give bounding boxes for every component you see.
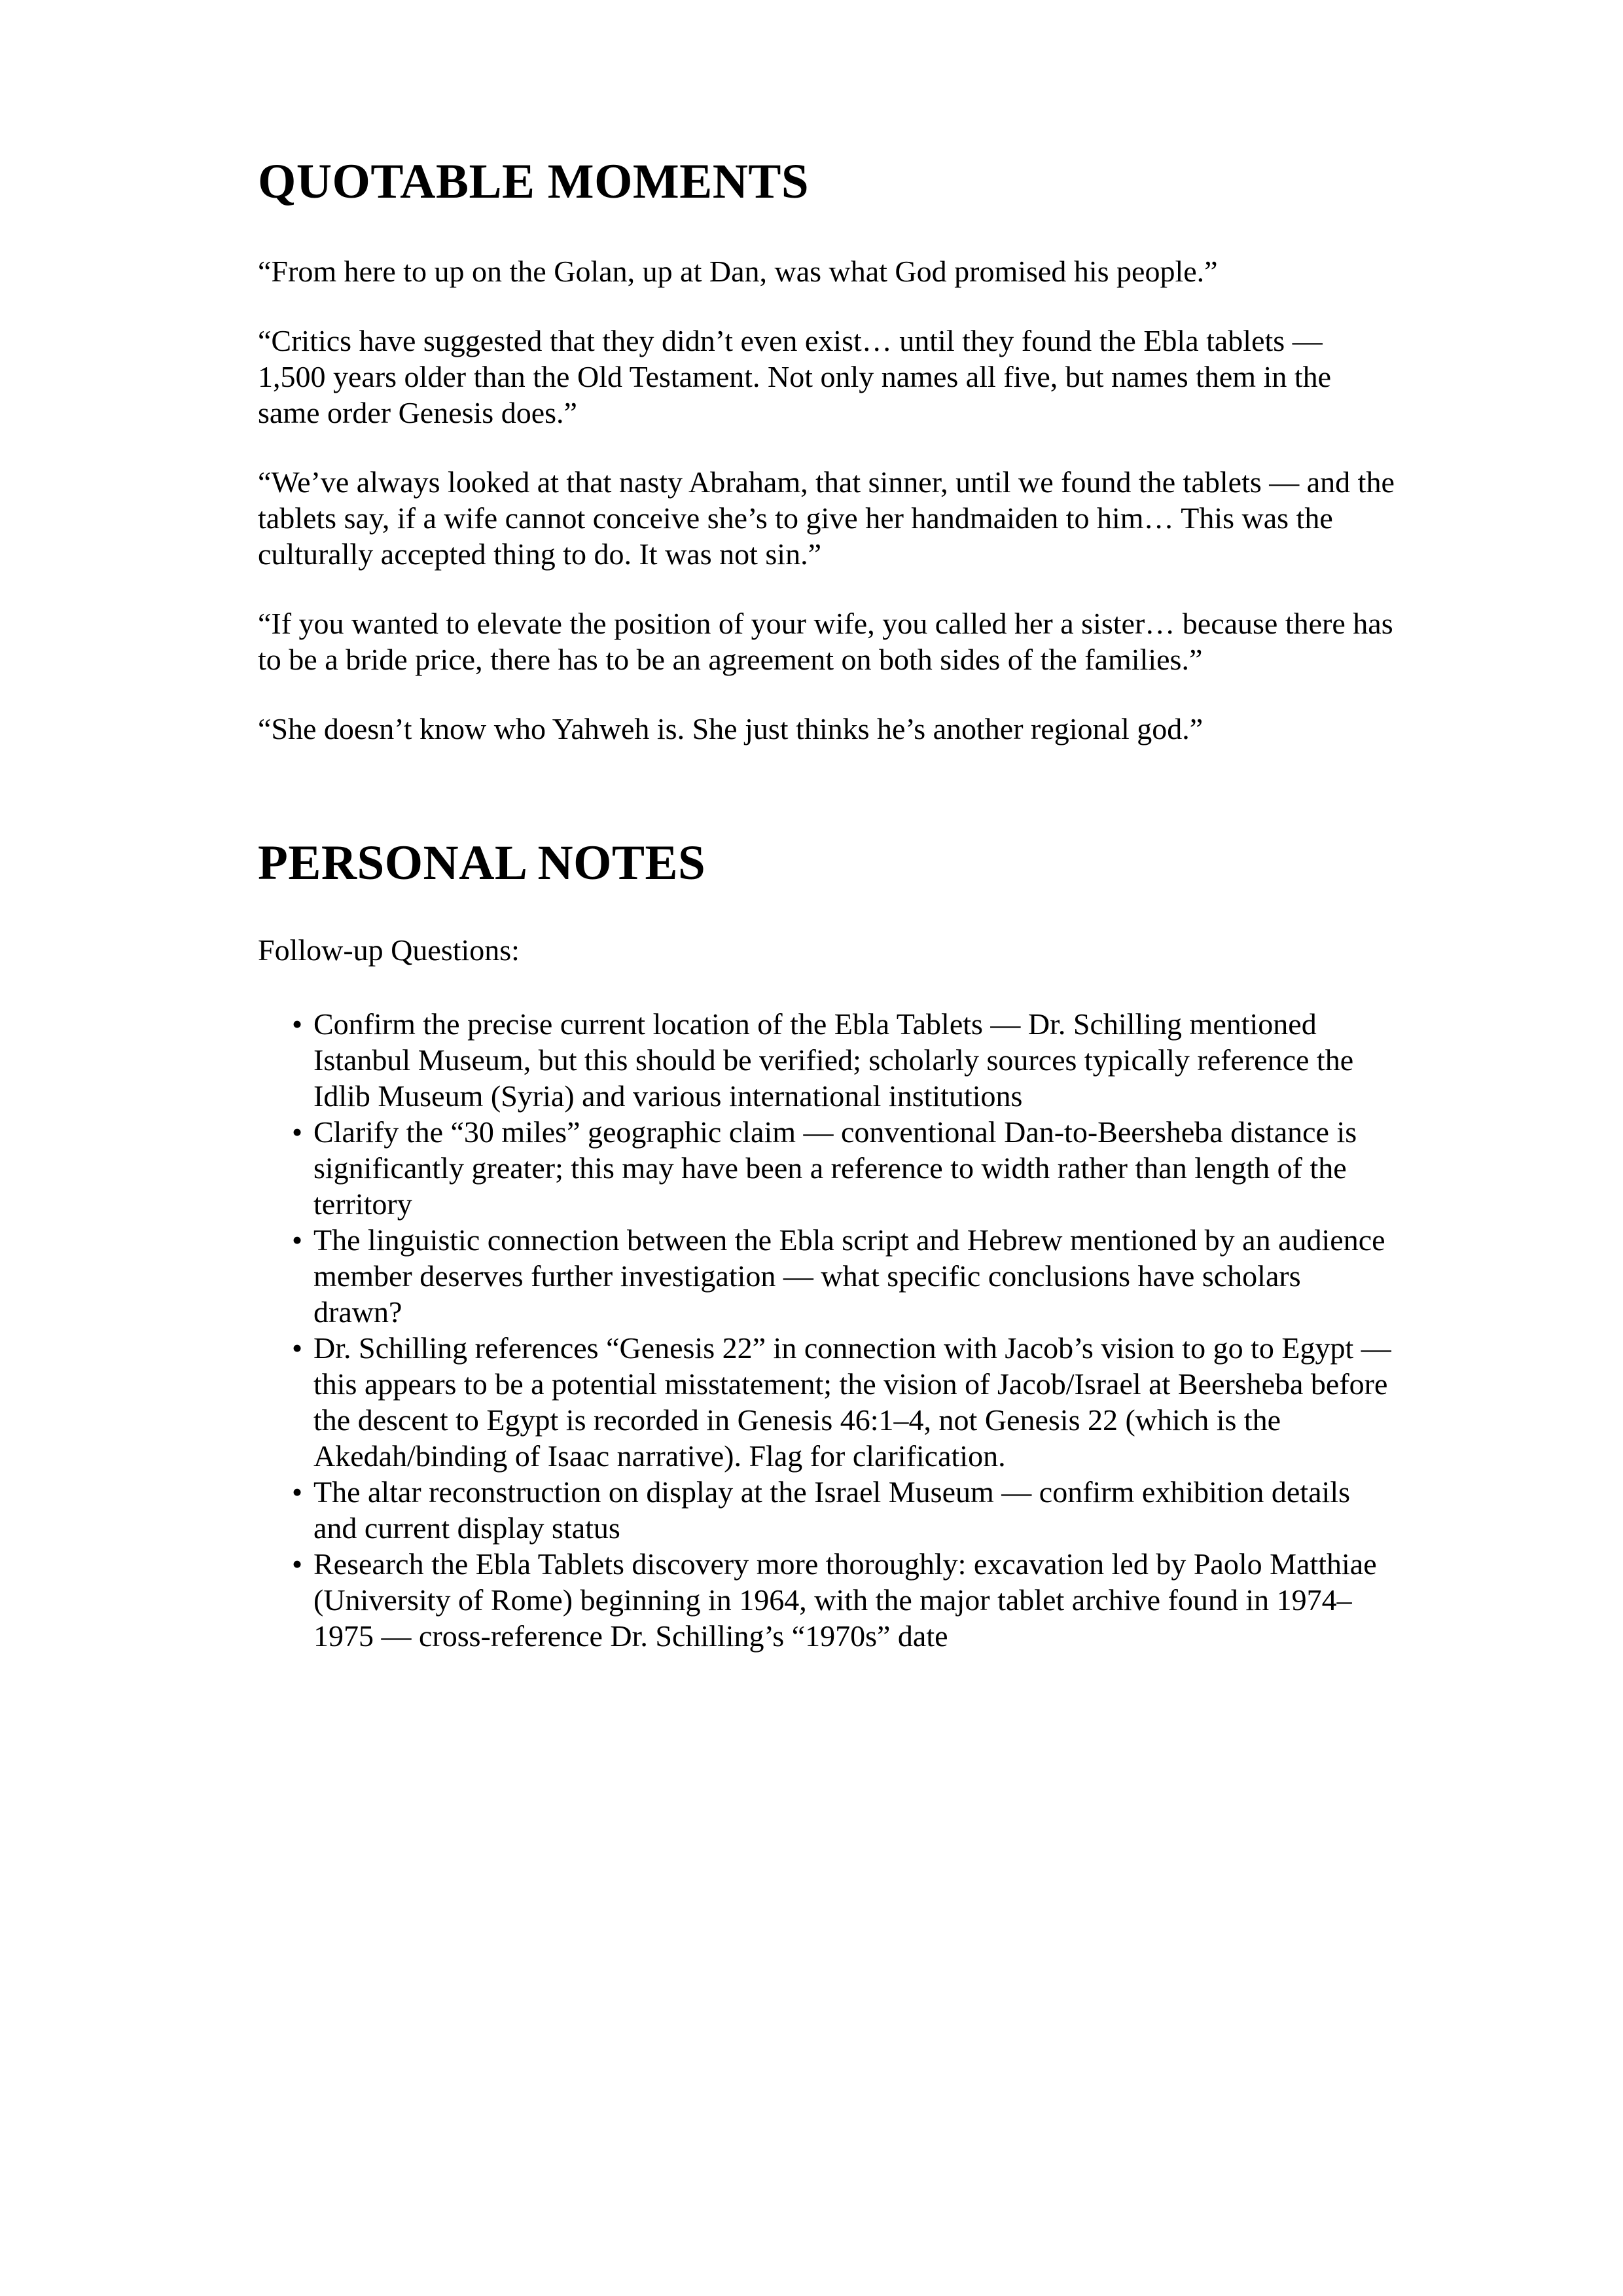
bullet-icon: • bbox=[292, 1331, 303, 1365]
followup-questions-label: Follow-up Questions: bbox=[258, 933, 520, 967]
personal-notes-heading: PERSONAL NOTES bbox=[258, 836, 706, 890]
quotable-moments-heading: QUOTABLE MOMENTS bbox=[258, 154, 810, 209]
quotes-list bbox=[258, 253, 1397, 747]
bullet-icon: • bbox=[292, 1475, 303, 1509]
document-page bbox=[258, 143, 1397, 1654]
list-item-text: Confirm the precise current location of the Ebla Tablets — Dr. Schilling mentioned Istanbul Museum, but this should be verified; scholarly sources typically reference the Idlib Museum (Syria) and various international institutions bbox=[313, 1007, 1354, 1113]
list-item-text: Dr. Schilling references “Genesis 22” in connection with Jacob’s vision to go to Egypt — this appears to be a potential misstatement; the vision of Jacob/Israel at Beersheba before the descent to Egypt is recorded in Genesis 46:1–4, not Genesis 22 (which is the Akedah/binding of Isaac narrative). Flag for clarification. bbox=[313, 1331, 1391, 1473]
list-item bbox=[258, 1006, 1397, 1114]
quote-item: “We’ve always looked at that nasty Abraham, that sinner, until we found the tablets — and the tablets say, if a wife cannot conceive she’s to give her handmaiden to him… This was the culturally accepted thing to do. It was not sin.” bbox=[258, 465, 1395, 571]
bullet-icon: • bbox=[292, 1115, 303, 1149]
quote-item: “Critics have suggested that they didn’t even exist… until they found the Ebla tablets — 1,500 years older than the Old Testament. Not only names all five, but names them in the same order Genesis does.” bbox=[258, 324, 1332, 429]
list-item bbox=[258, 1114, 1397, 1222]
bullet-icon: • bbox=[292, 1547, 303, 1581]
list-item bbox=[258, 1474, 1397, 1546]
list-item bbox=[258, 1330, 1397, 1474]
bullet-icon: • bbox=[292, 1223, 303, 1257]
bullet-icon: • bbox=[292, 1007, 303, 1041]
list-item bbox=[258, 1222, 1397, 1330]
list-item bbox=[258, 1546, 1397, 1654]
quote-item: “She doesn’t know who Yahweh is. She just thinks he’s another regional god.” bbox=[258, 712, 1204, 745]
list-item-text: The linguistic connection between the Ebla script and Hebrew mentioned by an audience member deserves further investigation — what specific conclusions have scholars drawn? bbox=[313, 1223, 1385, 1329]
followup-questions-list bbox=[258, 1006, 1397, 1654]
quote-item: “From here to up on the Golan, up at Dan, was what God promised his people.” bbox=[258, 255, 1218, 288]
list-item-text: The altar reconstruction on display at the Israel Museum — confirm exhibition details and current display status bbox=[313, 1475, 1351, 1545]
list-item-text: Clarify the “30 miles” geographic claim — conventional Dan-to-Beersheba distance is significantly greater; this may have been a reference to width rather than length of the territory bbox=[313, 1115, 1357, 1221]
quote-item: “If you wanted to elevate the position of your wife, you called her a sister… because there has to be a bride price, there has to be an agreement on both sides of the families.” bbox=[258, 607, 1393, 676]
list-item-text: Research the Ebla Tablets discovery more thoroughly: excavation led by Paolo Matthiae (University of Rome) beginning in 1964, with the major tablet archive found in 1974–1975 — cross-reference Dr. Schilling’s “1970s” date bbox=[313, 1547, 1377, 1653]
